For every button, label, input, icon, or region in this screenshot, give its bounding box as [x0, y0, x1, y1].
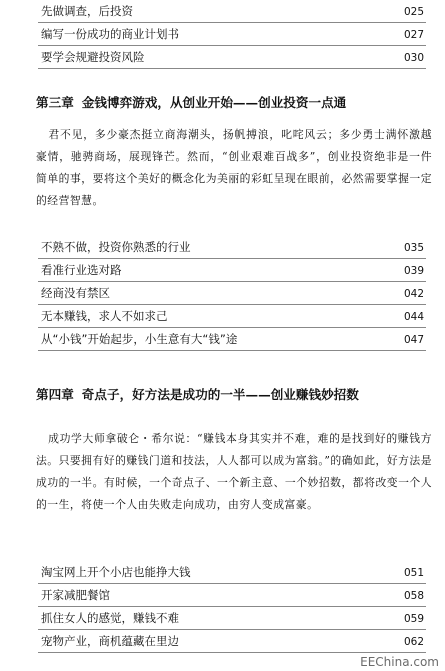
toc-entry-title: 要学会规避投资风险	[41, 50, 145, 64]
toc-entry-page: 042	[403, 288, 424, 300]
toc-list-top	[38, 0, 426, 69]
toc-entry[interactable]	[38, 561, 426, 584]
toc-entry[interactable]	[38, 46, 426, 69]
toc-entry[interactable]	[38, 630, 426, 653]
toc-entry[interactable]	[38, 607, 426, 630]
toc-entry[interactable]	[38, 259, 426, 282]
toc-entry-title: 不熟不做，投资你熟悉的行业	[41, 240, 191, 254]
toc-entry-title: 抓住女人的感觉，赚钱不难	[41, 611, 179, 625]
toc-entry-page: 051	[403, 567, 424, 579]
chapter-number: 第四章	[36, 387, 74, 402]
toc-entry-page: 059	[403, 613, 424, 625]
toc-entry-title: 从“小钱”开始起步，小生意有大“钱”途	[41, 332, 238, 346]
toc-entry-page: 044	[403, 311, 424, 323]
chapter-title: 奇点子，好方法是成功的一半——创业赚钱妙招数	[81, 387, 359, 402]
toc-entry-page: 025	[403, 6, 424, 18]
toc-entry-title: 经商没有禁区	[41, 286, 110, 300]
toc-entry-title: 开家减肥餐馆	[41, 588, 110, 602]
intro-text: 成功学大师拿破仑・希尔说：“赚钱本身其实并不难，难的是找到好的赚钱方法。只要拥有好的赚钱门道和技法，人人都可以成为富翁。”的确如此，好方法是成功的一半。有时候，一个奇点子、一个新主意、一个妙招数，都将改变一个人的一生，将使一个人由失败走向成功，由穷人变成富豪。	[36, 432, 433, 511]
toc-entry-title: 先做调查，后投资	[41, 4, 133, 18]
chapter-3-heading[interactable]	[36, 95, 436, 111]
toc-entry-title: 无本赚钱，求人不如求己	[41, 309, 168, 323]
chapter-4-intro	[36, 428, 432, 516]
toc-entry-title: 看准行业选对路	[41, 263, 122, 277]
toc-entry[interactable]	[38, 305, 426, 328]
chapter-number: 第三章	[36, 95, 74, 110]
intro-text: 君不见，多少豪杰挺立商海潮头，扬帆搏浪，叱咤风云；多少勇士满怀激越豪情，驰骋商场，展现锋芒。然而，“创业艰难百战多”，创业投资绝非是一件简单的事，要将这个美好的概念化为美丽的彩虹呈现在眼前，必然需要掌握一定的经营智慧。	[36, 128, 432, 207]
toc-entry-title: 宠物产业，商机蕴藏在里边	[41, 634, 179, 648]
toc-entry-page: 039	[403, 265, 424, 277]
toc-entry-page: 058	[403, 590, 424, 602]
toc-entry-page: 047	[403, 334, 424, 346]
toc-entry-page: 030	[403, 52, 424, 64]
watermark: EEChina.com	[360, 655, 439, 669]
toc-entry-title: 编写一份成功的商业计划书	[41, 27, 179, 41]
chapter-3-intro	[36, 124, 432, 212]
toc-entry[interactable]	[38, 0, 426, 23]
toc-entry-page: 035	[403, 242, 424, 254]
toc-entry-page: 062	[403, 636, 424, 648]
toc-list-chapter-3	[38, 236, 426, 351]
toc-entry-page: 027	[403, 29, 424, 41]
toc-entry[interactable]	[38, 23, 426, 46]
toc-entry[interactable]	[38, 584, 426, 607]
chapter-4-heading[interactable]	[36, 387, 436, 403]
toc-list-chapter-4	[38, 561, 426, 653]
toc-entry[interactable]	[38, 282, 426, 305]
chapter-title: 金钱博弈游戏，从创业开始——创业投资一点通	[81, 95, 347, 110]
toc-entry[interactable]	[38, 328, 426, 351]
toc-entry[interactable]	[38, 236, 426, 259]
toc-entry-title: 淘宝网上开个小店也能挣大钱	[41, 565, 191, 579]
